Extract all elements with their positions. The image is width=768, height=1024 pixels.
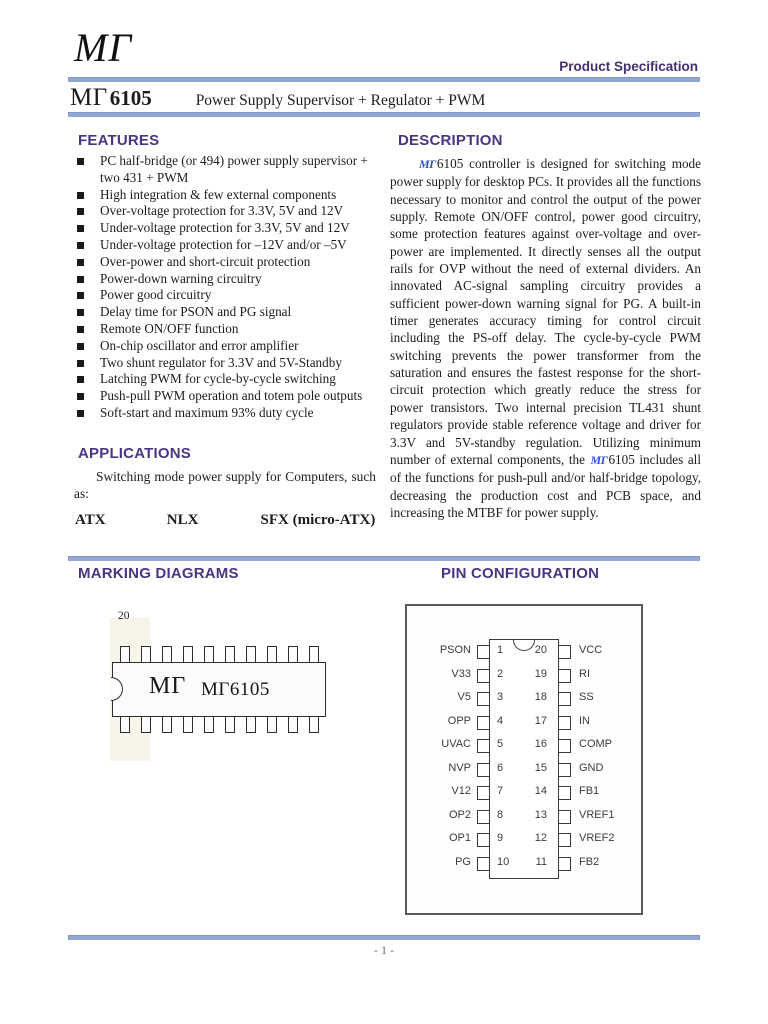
pin-number: 18 [534,691,547,703]
application-type: ATX [75,512,106,528]
pin-stub [477,786,490,800]
inline-brand-logo: МГ [590,452,608,467]
pin-label: VREF1 [579,808,615,821]
application-types [75,512,395,529]
application-type: NLX [166,512,199,528]
divider [68,556,700,561]
applications-heading: APPLICATIONS [78,445,191,462]
pin-row [407,664,645,688]
pin-number: 8 [497,808,504,821]
company-logo: МГ [74,25,133,70]
description-heading: DESCRIPTION [398,132,503,149]
pin-stub [477,763,490,777]
application-type: SFX (micro-ATX) [260,512,376,528]
pin-number: 2 [497,667,504,680]
pin-number: 5 [497,738,504,750]
dip-bottom-pins [120,716,319,733]
feature-item: Two shunt regulator for 3.3V and 5V-Standby [76,355,378,372]
chip-part-marking: МГ6105 [201,679,270,700]
pin-number: 19 [534,667,547,680]
pin-number: 13 [534,808,547,821]
pin-stub [183,716,193,733]
pin-count-label: 20 [118,610,130,622]
pin-number: 11 [535,855,547,868]
pin-number: 14 [534,785,547,797]
pin-stub [558,692,571,706]
pin-stub [225,716,235,733]
feature-item: High integration & few external components [76,187,378,204]
features-heading: FEATURES [78,132,160,149]
pin-stub [477,716,490,730]
pin-stub [477,857,490,871]
pin-number: 12 [534,832,547,844]
pin-label: PSON [439,644,471,656]
marking-diagram [90,606,380,771]
pin-row [407,781,645,805]
pin-label: IN [579,714,590,727]
pin-stub [141,716,151,733]
pin-stub [225,646,235,663]
pin-number: 3 [497,691,504,703]
feature-item: On-chip oscillator and error amplifier [76,338,378,355]
pin-label: VREF2 [579,832,615,844]
pin-label: SS [579,691,594,703]
pin-stub [288,716,298,733]
pin-row [407,758,645,782]
pin-label: FB2 [579,855,600,868]
description-paragraph [390,155,701,521]
pin-label: V33 [451,667,471,680]
pin-stub [477,810,490,824]
pin-stub [162,716,172,733]
pin-stub [120,716,130,733]
pin-label: NVP [448,761,471,774]
pin-stub [558,763,571,777]
feature-item: Push-pull PWM operation and totem pole outputs [76,388,378,405]
pin-row [407,734,645,758]
pin-stub [558,857,571,871]
pin-stub [204,716,214,733]
pin-number: 15 [534,761,547,774]
dip-package-body [112,662,326,717]
feature-item: Under-voltage protection for 3.3V, 5V and 12V [76,220,378,237]
pin-stub [267,716,277,733]
pin-label: RI [579,667,590,680]
pin-stub [246,716,256,733]
pin-stub [477,692,490,706]
pin-row [407,711,645,735]
feature-item: PC half-bridge (or 494) power supply supervisor + two 431 + PWM [76,153,378,187]
feature-item: Remote ON/OFF function [76,321,378,338]
pin-label: V5 [457,691,471,703]
pin-row [407,687,645,711]
pin-config-heading: PIN CONFIGURATION [441,565,600,582]
part-subtitle: Power Supply Supervisor + Regulator + PWM [195,92,486,109]
pin-label: V12 [451,785,471,797]
pin-label: OPP [447,714,471,727]
feature-item: Power good circuitry [76,287,378,304]
pin-stub [477,833,490,847]
pin-number: 6 [497,761,504,774]
applications-intro: Switching mode power supply for Computers, such as: [74,469,376,501]
pin-number: 10 [497,855,510,868]
description-text: 6105 includes all of the functions for push-pull and/or half-bridge topology, decreasing the production cost and PCB space, and increasing the MTBF for power supply. [390,451,701,520]
divider [68,935,700,940]
pin-number: 17 [534,714,547,727]
pin-row [407,852,645,876]
pin-row [407,828,645,852]
features-list [76,153,378,422]
pin-label: OP1 [448,832,471,844]
pin-stub [558,669,571,683]
dip-top-pins [120,646,319,663]
feature-item: Soft-start and maximum 93% duty cycle [76,405,378,422]
pin-number: 7 [497,785,504,797]
pin-label: OP2 [448,808,471,821]
pin-number: 16 [534,738,547,750]
pin-stub [246,646,256,663]
pin-number: 20 [534,644,547,656]
feature-item: Over-voltage protection for 3.3V, 5V and 12V [76,203,378,220]
part-number: 6105 [109,86,152,110]
pin-stub [558,833,571,847]
pin-label: PG [455,855,471,868]
pin1-notch [111,677,123,701]
pin-stub [288,646,298,663]
pin-stub [558,645,571,659]
pin-label: VCC [579,644,603,656]
pin-configuration-diagram [405,604,643,915]
pin-stub [309,716,319,733]
pin-number: 1 [497,644,504,656]
pin-label: FB1 [579,785,600,797]
feature-item: Power-down warning circuitry [76,271,378,288]
pin-stub [477,739,490,753]
pin-label: COMP [579,738,612,750]
feature-item: Under-voltage protection for –12V and/or –5V [76,237,378,254]
part-prefix: МГ [70,84,108,111]
pin-stub [477,669,490,683]
pin-number: 4 [497,714,504,727]
pin-stub [477,645,490,659]
pin-stub [558,786,571,800]
pin-stub [558,739,571,753]
pin-stub [267,646,277,663]
pin-label: UVAC [441,738,471,750]
pin-stub [120,646,130,663]
description-text: 6105 controller is designed for switching mode power supply for desktop PCs. It provides all the functions necessary to monitor and control the output of the power supply. Remote ON/OFF control, power good circuitry, some protection features against over-voltage and over-power are implemented. It directly senses all the output rails for OVP without the need of external dividers. An innovated AC-signal sampling circuitry provides a sufficient power-down warning signal for PG. A built-in timer generates accuracy timing for control circuit including the PS-off delay. The cycle-by-cycle PWM switching prevents the power transformer from the saturation and ensures the fastest response for the short-circuit protection which greatly reduce the stress for power transistors. Two internal precision TL431 shunt regulators provide stable reference voltage and driver for 3.3V and 5V-standby regulation. Utilizing minimum number of external components, the [390,156,701,467]
pin-stub [558,716,571,730]
pin-row [407,805,645,829]
page-number: - 1 - [374,943,394,957]
pin-label: GND [579,761,604,774]
pin-stub [162,646,172,663]
pin-stub [204,646,214,663]
divider [68,77,700,82]
pin-stub [141,646,151,663]
inline-brand-logo: МГ [419,157,436,171]
pin-stub [183,646,193,663]
divider [68,112,700,117]
pin-number: 9 [497,832,504,844]
feature-item: Latching PWM for cycle-by-cycle switching [76,371,378,388]
pin-stub [309,646,319,663]
pin-stub [558,810,571,824]
part-title [70,84,670,112]
marking-heading: MARKING DIAGRAMS [78,565,239,582]
doc-type-label: Product Specification [559,59,698,74]
feature-item: Over-power and short-circuit protection [76,254,378,271]
chip-logo-marking: МГ [149,673,187,699]
feature-item: Delay time for PSON and PG signal [76,304,378,321]
